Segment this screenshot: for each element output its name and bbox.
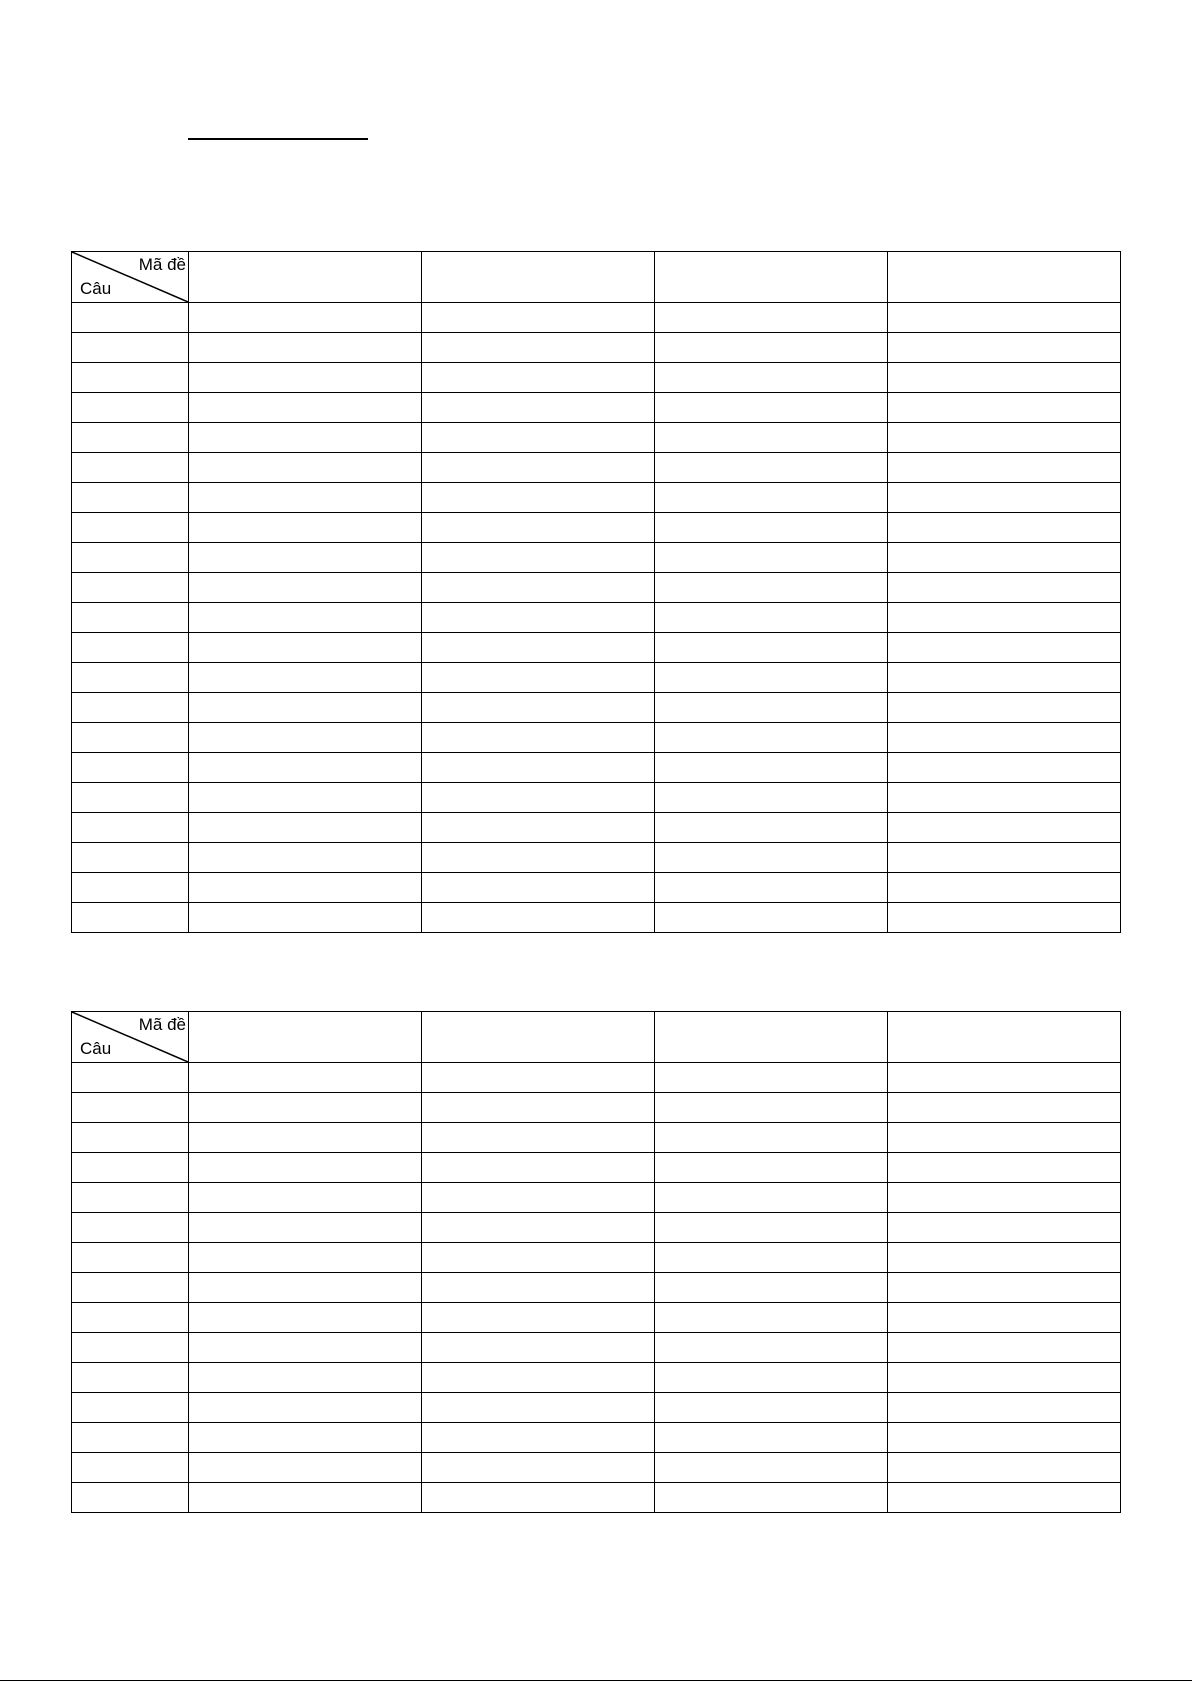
answer-cell[interactable]: [422, 303, 655, 333]
answer-cell[interactable]: [422, 573, 655, 603]
answer-cell[interactable]: [888, 1393, 1121, 1423]
exam-code-cell[interactable]: [422, 252, 655, 303]
table-row: [72, 393, 1121, 423]
answer-cell[interactable]: [422, 543, 655, 573]
table-row: [72, 423, 1121, 453]
question-number-cell: [72, 1453, 189, 1483]
answer-cell[interactable]: [422, 423, 655, 453]
answer-cell[interactable]: [422, 1453, 655, 1483]
answer-cell[interactable]: [189, 1093, 422, 1123]
answer-cell[interactable]: [888, 1063, 1121, 1093]
answer-cell[interactable]: [655, 1243, 888, 1273]
question-number-cell: [72, 1273, 189, 1303]
answer-cell[interactable]: [189, 1123, 422, 1153]
answer-cell[interactable]: [888, 303, 1121, 333]
answer-cell[interactable]: [422, 1093, 655, 1123]
table-row: [72, 873, 1121, 903]
answer-cell[interactable]: [189, 573, 422, 603]
answer-cell[interactable]: [422, 483, 655, 513]
table-row: [72, 603, 1121, 633]
exam-code-cell[interactable]: [888, 1012, 1121, 1063]
question-number-cell: [72, 513, 189, 543]
answer-cell[interactable]: [888, 513, 1121, 543]
answer-cell[interactable]: [189, 1453, 422, 1483]
question-number-cell: [72, 1363, 189, 1393]
question-number-cell: [72, 903, 189, 933]
answer-cell[interactable]: [655, 303, 888, 333]
table-row: [72, 543, 1121, 573]
answer-cell[interactable]: [422, 513, 655, 543]
answer-cell[interactable]: [189, 603, 422, 633]
answer-key-table-1: [71, 251, 1121, 933]
answer-key-table-2: [71, 1011, 1121, 1513]
table-row: [72, 633, 1121, 663]
answer-cell[interactable]: [422, 873, 655, 903]
exam-code-cell[interactable]: [888, 252, 1121, 303]
page-bottom-rule: [0, 1680, 1192, 1681]
table-row: [72, 1423, 1121, 1453]
answer-cell[interactable]: [888, 1363, 1121, 1393]
question-number-cell: [72, 1243, 189, 1273]
question-number-cell: [72, 753, 189, 783]
answer-cell[interactable]: [888, 483, 1121, 513]
answer-cell[interactable]: [655, 1483, 888, 1513]
question-number-cell: [72, 393, 189, 423]
answer-cell[interactable]: [422, 1423, 655, 1453]
answer-cell[interactable]: [422, 1243, 655, 1273]
answer-cell[interactable]: [888, 1273, 1121, 1303]
header-row: [72, 1012, 1121, 1063]
question-number-cell: [72, 453, 189, 483]
answer-cell[interactable]: [189, 633, 422, 663]
answer-cell[interactable]: [655, 753, 888, 783]
answer-cell[interactable]: [888, 783, 1121, 813]
answer-cell[interactable]: [189, 1363, 422, 1393]
question-number-cell: [72, 1063, 189, 1093]
answer-cell[interactable]: [888, 843, 1121, 873]
answer-cell[interactable]: [655, 363, 888, 393]
table-row: [72, 783, 1121, 813]
answer-cell[interactable]: [888, 1213, 1121, 1243]
question-number-cell: [72, 693, 189, 723]
answer-cell[interactable]: [189, 903, 422, 933]
answer-cell[interactable]: [189, 753, 422, 783]
answer-cell[interactable]: [189, 1213, 422, 1243]
table-row: [72, 723, 1121, 753]
header-row: [72, 252, 1121, 303]
table-row: [72, 843, 1121, 873]
answer-cell[interactable]: [189, 783, 422, 813]
question-number-cell: [72, 543, 189, 573]
table-row: [72, 693, 1121, 723]
answer-cell[interactable]: [888, 1453, 1121, 1483]
answer-cell[interactable]: [189, 813, 422, 843]
answer-cell[interactable]: [888, 363, 1121, 393]
answer-cell[interactable]: [655, 603, 888, 633]
exam-code-cell[interactable]: [655, 252, 888, 303]
answer-cell[interactable]: [422, 903, 655, 933]
exam-code-cell[interactable]: [655, 1012, 888, 1063]
question-number-cell: [72, 1423, 189, 1453]
table-row: [72, 1303, 1121, 1333]
answer-cell[interactable]: [888, 723, 1121, 753]
exam-code-cell[interactable]: [189, 1012, 422, 1063]
table-row: [72, 1153, 1121, 1183]
answer-cell[interactable]: [189, 723, 422, 753]
answer-cell[interactable]: [422, 393, 655, 423]
answer-cell[interactable]: [422, 843, 655, 873]
answer-cell[interactable]: [189, 1393, 422, 1423]
question-label: Câu: [80, 279, 112, 298]
answer-cell[interactable]: [422, 663, 655, 693]
answer-cell[interactable]: [422, 603, 655, 633]
answer-cell[interactable]: [655, 513, 888, 543]
answer-cell[interactable]: [422, 693, 655, 723]
answer-cell[interactable]: [888, 1483, 1121, 1513]
answer-cell[interactable]: [888, 693, 1121, 723]
answer-cell[interactable]: [189, 843, 422, 873]
answer-cell[interactable]: [655, 1453, 888, 1483]
answer-cell[interactable]: [422, 333, 655, 363]
question-number-cell: [72, 663, 189, 693]
question-number-cell: [72, 783, 189, 813]
answer-cell[interactable]: [888, 573, 1121, 603]
answer-cell[interactable]: [888, 753, 1121, 783]
answer-cell[interactable]: [189, 453, 422, 483]
answer-cell[interactable]: [888, 1423, 1121, 1453]
answer-cell[interactable]: [189, 1183, 422, 1213]
table-row: [72, 453, 1121, 483]
answer-cell[interactable]: [422, 723, 655, 753]
answer-cell[interactable]: [655, 1273, 888, 1303]
answer-cell[interactable]: [655, 573, 888, 603]
question-number-cell: [72, 423, 189, 453]
answer-cell[interactable]: [655, 783, 888, 813]
answer-cell[interactable]: [888, 903, 1121, 933]
answer-cell[interactable]: [189, 663, 422, 693]
table-row: [72, 1333, 1121, 1363]
question-number-cell: [72, 573, 189, 603]
exam-code-cell[interactable]: [422, 1012, 655, 1063]
answer-cell[interactable]: [888, 1303, 1121, 1333]
diagonal-header-cell: [72, 252, 189, 303]
answer-cell[interactable]: [422, 1213, 655, 1243]
question-number-cell: [72, 1123, 189, 1153]
table-row: [72, 903, 1121, 933]
answer-cell[interactable]: [189, 423, 422, 453]
table-row: [72, 513, 1121, 543]
exam-code-label: Mã đề: [138, 1015, 186, 1034]
table-row: [72, 663, 1121, 693]
answer-cell[interactable]: [189, 1303, 422, 1333]
question-number-cell: [72, 303, 189, 333]
answer-cell[interactable]: [655, 1183, 888, 1213]
table-row: [72, 813, 1121, 843]
answer-cell[interactable]: [422, 1333, 655, 1363]
answer-cell[interactable]: [655, 1213, 888, 1243]
answer-cell[interactable]: [189, 543, 422, 573]
table-row: [72, 483, 1121, 513]
answer-cell[interactable]: [189, 1483, 422, 1513]
question-number-cell: [72, 723, 189, 753]
question-number-cell: [72, 603, 189, 633]
question-number-cell: [72, 1093, 189, 1123]
answer-cell[interactable]: [655, 1093, 888, 1123]
answer-cell[interactable]: [422, 1153, 655, 1183]
question-number-cell: [72, 1183, 189, 1213]
answer-cell[interactable]: [422, 1063, 655, 1093]
table-row: [72, 1243, 1121, 1273]
answer-cell[interactable]: [189, 1153, 422, 1183]
answer-cell[interactable]: [655, 633, 888, 663]
answer-cell[interactable]: [189, 1423, 422, 1453]
table-row: [72, 1213, 1121, 1243]
answer-cell[interactable]: [189, 333, 422, 363]
answer-cell[interactable]: [888, 633, 1121, 663]
answer-cell[interactable]: [422, 1123, 655, 1153]
answer-cell[interactable]: [888, 1123, 1121, 1153]
table-row: [72, 1453, 1121, 1483]
answer-cell[interactable]: [422, 363, 655, 393]
answer-cell[interactable]: [422, 783, 655, 813]
answer-cell[interactable]: [422, 633, 655, 663]
table-row: [72, 573, 1121, 603]
answer-cell[interactable]: [655, 1123, 888, 1153]
question-label: Câu: [80, 1039, 112, 1058]
answer-cell[interactable]: [888, 873, 1121, 903]
answer-cell[interactable]: [422, 1393, 655, 1423]
answer-cell[interactable]: [655, 393, 888, 423]
answer-cell[interactable]: [422, 453, 655, 483]
answer-cell[interactable]: [422, 1183, 655, 1213]
answer-cell[interactable]: [888, 423, 1121, 453]
question-number-cell: [72, 843, 189, 873]
answer-cell[interactable]: [189, 393, 422, 423]
answer-cell[interactable]: [655, 483, 888, 513]
question-number-cell: [72, 1393, 189, 1423]
question-number-cell: [72, 813, 189, 843]
table-row: [72, 1393, 1121, 1423]
answer-cell[interactable]: [655, 333, 888, 363]
answer-cell[interactable]: [655, 1423, 888, 1453]
answer-cell[interactable]: [888, 1093, 1121, 1123]
exam-code-label: Mã đề: [138, 255, 186, 274]
answer-cell[interactable]: [655, 903, 888, 933]
table-row: [72, 303, 1121, 333]
answer-cell[interactable]: [189, 1333, 422, 1363]
answer-cell[interactable]: [189, 693, 422, 723]
answer-cell[interactable]: [422, 1363, 655, 1393]
answer-cell[interactable]: [189, 1273, 422, 1303]
answer-cell[interactable]: [655, 1303, 888, 1333]
answer-cell[interactable]: [888, 1333, 1121, 1363]
answer-cell[interactable]: [655, 1153, 888, 1183]
answer-cell[interactable]: [655, 1363, 888, 1393]
answer-cell[interactable]: [189, 1243, 422, 1273]
answer-cell[interactable]: [189, 363, 422, 393]
answer-cell[interactable]: [189, 1063, 422, 1093]
question-number-cell: [72, 1483, 189, 1513]
question-number-cell: [72, 873, 189, 903]
question-number-cell: [72, 633, 189, 663]
answer-cell[interactable]: [655, 543, 888, 573]
question-number-cell: [72, 1333, 189, 1363]
answer-cell[interactable]: [888, 1183, 1121, 1213]
answer-cell[interactable]: [888, 543, 1121, 573]
answer-cell[interactable]: [655, 663, 888, 693]
answer-cell[interactable]: [655, 873, 888, 903]
table-row: [72, 333, 1121, 363]
answer-cell[interactable]: [189, 513, 422, 543]
table-row: [72, 1273, 1121, 1303]
table-row: [72, 1063, 1121, 1093]
table-row: [72, 1123, 1121, 1153]
answer-cell[interactable]: [655, 723, 888, 753]
table-row: [72, 753, 1121, 783]
answer-cell[interactable]: [189, 303, 422, 333]
answer-cell[interactable]: [655, 423, 888, 453]
answer-cell[interactable]: [422, 1303, 655, 1333]
answer-cell[interactable]: [655, 843, 888, 873]
question-number-cell: [72, 333, 189, 363]
table-row: [72, 1483, 1121, 1513]
answer-cell[interactable]: [888, 333, 1121, 363]
answer-cell[interactable]: [422, 1483, 655, 1513]
answer-cell[interactable]: [888, 603, 1121, 633]
answer-cell[interactable]: [655, 693, 888, 723]
answer-cell[interactable]: [888, 453, 1121, 483]
answer-cell[interactable]: [422, 1273, 655, 1303]
diagonal-header-cell: [72, 1012, 189, 1063]
table-row: [72, 1363, 1121, 1393]
answer-cell[interactable]: [655, 1063, 888, 1093]
answer-cell[interactable]: [655, 453, 888, 483]
answer-cell[interactable]: [189, 873, 422, 903]
question-number-cell: [72, 483, 189, 513]
answer-cell[interactable]: [655, 1393, 888, 1423]
table-row: [72, 1183, 1121, 1213]
exam-code-cell[interactable]: [189, 252, 422, 303]
table-row: [72, 1093, 1121, 1123]
answer-cell[interactable]: [888, 813, 1121, 843]
answer-cell[interactable]: [189, 483, 422, 513]
answer-cell[interactable]: [888, 1243, 1121, 1273]
question-number-cell: [72, 1303, 189, 1333]
question-number-cell: [72, 363, 189, 393]
answer-cell[interactable]: [888, 1153, 1121, 1183]
answer-cell[interactable]: [422, 813, 655, 843]
answer-cell[interactable]: [655, 1333, 888, 1363]
table-row: [72, 363, 1121, 393]
answer-cell[interactable]: [422, 753, 655, 783]
title-underline: [188, 138, 368, 140]
answer-cell[interactable]: [888, 393, 1121, 423]
question-number-cell: [72, 1153, 189, 1183]
answer-cell[interactable]: [888, 663, 1121, 693]
question-number-cell: [72, 1213, 189, 1243]
answer-cell[interactable]: [655, 813, 888, 843]
